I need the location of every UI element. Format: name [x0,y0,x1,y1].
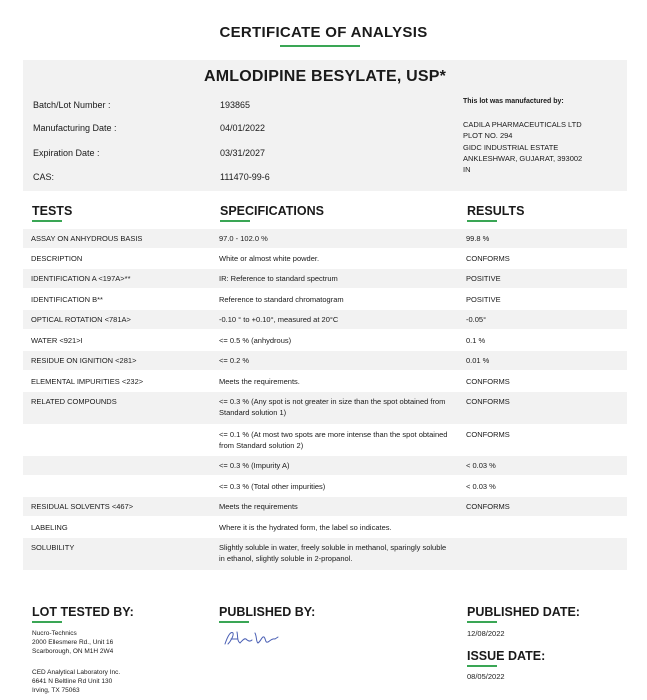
product-name: AMLODIPINE BESYLATE, USP* [203,68,447,85]
test-spec: Slightly soluble in water, freely soluble in methanol, sparingly soluble in ethanol, slightly soluble in 2-propanol. [219,543,447,563]
table-row [23,518,627,537]
test-name: RESIDUE ON IGNITION <281> [31,356,137,365]
table-row [23,229,627,248]
published-date-heading: PUBLISHED DATE: [467,605,580,619]
test-result: 0.01 % [466,356,490,365]
test-name: RELATED COMPOUNDS [31,397,117,406]
test-spec: <= 0.2 % [219,356,250,365]
issue-date-value: 08/05/2022 [467,672,505,681]
test-name: IDENTIFICATION A <197A>** [31,274,131,283]
manufacturer-line: CADILA PHARMACEUTICALS LTD [463,120,582,129]
test-name: ASSAY ON ANHYDROUS BASIS [31,234,143,243]
test-spec: Meets the requirements [219,502,298,511]
table-row [23,372,627,391]
test-name: DESCRIPTION [31,254,83,263]
test-result: 0.1 % [466,336,486,345]
test-spec: IR: Reference to standard spectrum [219,274,338,283]
test-spec: <= 0.5 % (anhydrous) [219,336,292,345]
lab-address-line: Scarborough, ON M1H 2W4 [32,648,114,655]
test-result: 99.8 % [466,234,490,243]
test-result: < 0.03 % [466,461,496,470]
test-name: ELEMENTAL IMPURITIES <232> [31,377,144,386]
test-result: POSITIVE [466,295,501,304]
results-header-underline [467,220,497,222]
test-spec: Reference to standard chromatogram [219,295,344,304]
test-result: CONFORMS [466,502,510,511]
tests-header-underline [32,220,62,222]
lab-address-line: CED Analytical Laboratory Inc. [32,669,121,676]
test-spec: 97.0 - 102.0 % [219,234,268,243]
table-row [23,497,627,516]
test-result: CONFORMS [466,377,510,386]
specifications-header: SPECIFICATIONS [220,204,324,218]
published-by-underline [219,621,249,623]
lab-address-line: 2000 Ellesmere Rd., Unit 16 [32,639,114,646]
published-by-heading: PUBLISHED BY: [219,605,316,619]
table-row [23,456,627,475]
test-spec: Meets the requirements. [219,377,300,386]
test-spec: Where it is the hydrated form, the label so indicates. [219,523,392,532]
test-name: IDENTIFICATION B** [31,295,103,304]
test-name: WATER <921>I [31,336,83,345]
test-name: RESIDUAL SOLVENTS <467> [31,502,134,511]
table-row [23,269,627,288]
manufacturer-heading: This lot was manufactured by: [463,98,564,105]
table-row [23,310,627,329]
cas-value: 111470-99-6 [220,172,270,182]
manufacturer-line: GIDC INDUSTRIAL ESTATE [463,143,559,152]
cas-label: CAS: [33,172,55,182]
table-row [23,331,627,350]
title-underline [280,45,360,47]
manufacturer-line: IN [463,165,471,174]
test-result: CONFORMS [466,430,510,439]
batch-label: Batch/Lot Number : [33,100,111,110]
specifications-header-underline [220,220,250,222]
test-name: SOLUBILITY [31,543,75,552]
issue-date-heading: ISSUE DATE: [467,649,546,663]
published-date-underline [467,621,497,623]
lot-tested-by-underline [32,621,62,623]
results-header: RESULTS [467,204,525,218]
lab-address-line: Nucro-Technics [32,630,77,637]
issue-date-underline [467,665,497,667]
table-row [23,425,627,456]
test-spec: <= 0.1 % (At most two spots are more intense than the spot obtained from Standard solution 2) [219,430,448,450]
test-result: POSITIVE [466,274,501,283]
mfg-date-value: 04/01/2022 [220,123,266,133]
table-row [23,538,627,570]
table-row [23,290,627,309]
lab-address-line: Irving, TX 75063 [32,687,80,694]
test-spec: <= 0.3 % (Any spot is not greater in size than the spot obtained from Standard solution 1) [219,397,446,417]
test-spec: -0.10 ° to +0.10°, measured at 20°C [219,315,339,324]
test-result: CONFORMS [466,254,510,263]
exp-date-value: 03/31/2027 [220,148,266,158]
tests-header: TESTS [32,204,73,218]
test-spec: <= 0.3 % (Impurity A) [219,461,290,470]
batch-value: 193865 [220,100,251,110]
table-row [23,392,627,424]
test-result: < 0.03 % [466,482,496,491]
table-row [23,477,627,496]
published-date-value: 12/08/2022 [467,629,505,638]
test-name: OPTICAL ROTATION <781A> [31,315,131,324]
table-row [23,351,627,370]
test-name: LABELING [31,523,68,532]
test-result: -0.05° [466,315,487,324]
manufacturer-line: ANKLESHWAR, GUJARAT, 393002 [463,154,583,163]
lab-address-line: 6641 N Beltline Rd Unit 130 [32,678,113,685]
manufacturer-line: PLOT NO. 294 [463,131,513,140]
signature-image [222,627,282,649]
test-result: CONFORMS [466,397,510,406]
test-spec: <= 0.3 % (Total other impurities) [219,482,326,491]
lot-tested-by-heading: LOT TESTED BY: [32,605,134,619]
table-row [23,249,627,268]
document-title: CERTIFICATE OF ANALYSIS [219,24,428,41]
exp-date-label: Expiration Date : [33,148,100,158]
mfg-date-label: Manufacturing Date : [33,123,117,133]
test-spec: White or almost white powder. [219,254,320,263]
product-info-box [23,60,627,191]
